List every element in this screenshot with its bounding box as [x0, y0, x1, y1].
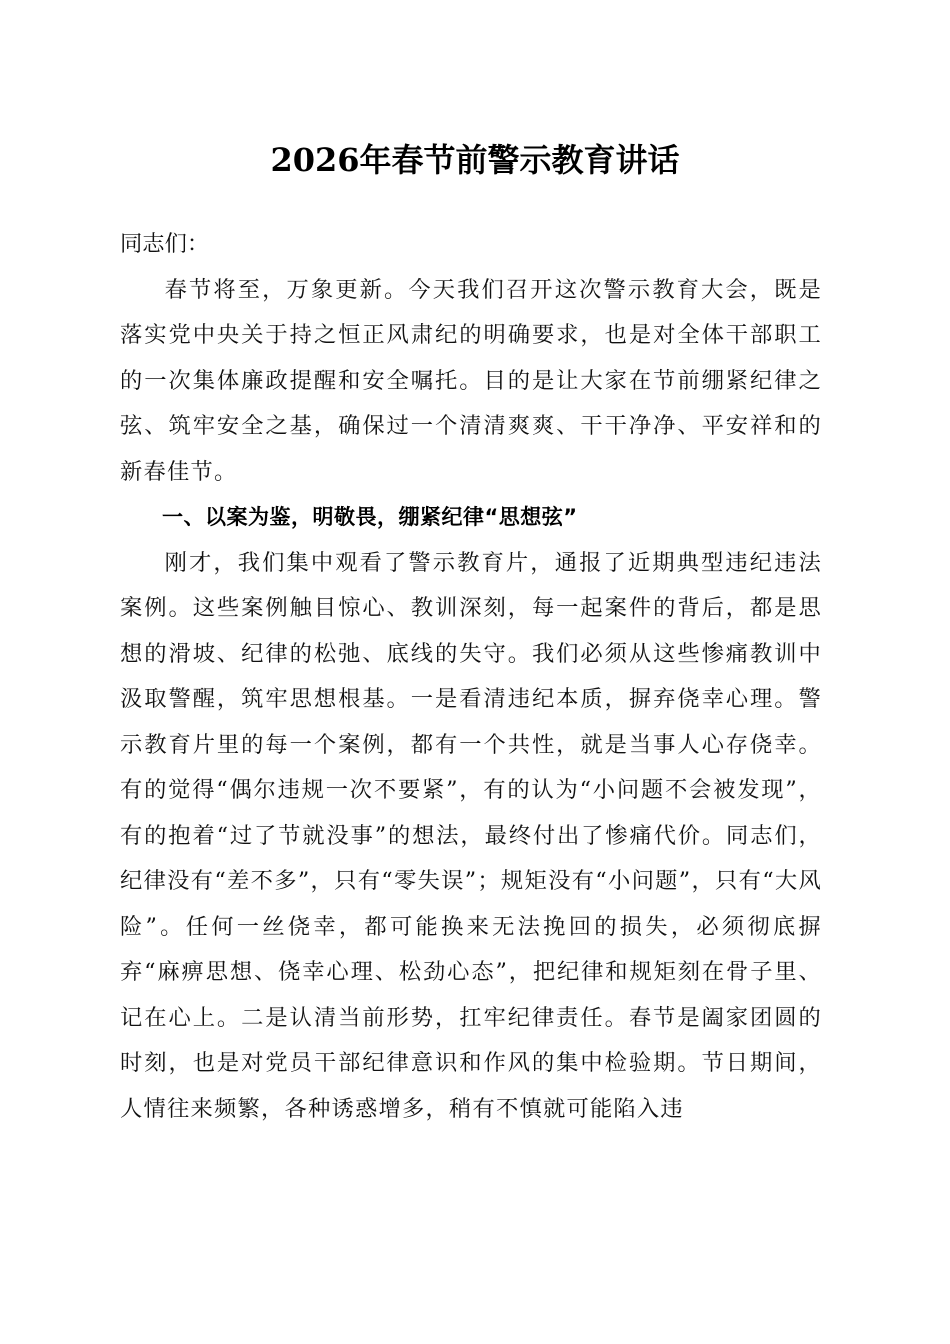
- intro-paragraph: 春节将至，万象更新。今天我们召开这次警示教育大会，既是落实党中央关于持之恒正风肃纪的明确要求，也是对全体干部职工的一次集体廉政提醒和安全嘱托。目的是让大家在节前绷紧纪律之弦、筑牢安全之基，确保过一个清清爽爽、干干净净、平安祥和的新春佳节。: [120, 276, 822, 485]
- document-title: 2026年春节前警示教育讲话: [270, 141, 680, 179]
- section-paragraph: 刚才，我们集中观看了警示教育片，通报了近期典型违纪违法案例。这些案例触目惊心、教训深刻，每一起案件的背后，都是思想的滑坡、纪律的松弛、底线的失守。我们必须从这些惨痛教训中汲取警醒，筑牢思想根基。一是看清违纪本质，摒弃侥幸心理。警示教育片里的每一个案例，都有一个共性，就是当事人心存侥幸。有的觉得“偶尔违规一次不要紧”，有的认为“小问题不会被发现”，有的抱着“过了节就没事”的想法，最终付出了惨痛代价。同志们，纪律没有“差不多”，只有“零失误”；规矩没有“小问题”，只有“大风险”。任何一丝侥幸，都可能换来无法挽回的损失，必须彻底摒弃“麻痹思想、侥幸心理、松劲心态”，把纪律和规矩刻在骨子里、记在心上。二是认清当前形势，扛牢纪律责任。春节是阖家团圆的时刻，也是对党员干部纪律意识和作风的集中检验期。节日期间，人情往来频繁，各种诱惑增多，稍有不慎就可能陷入违: [120, 549, 822, 1122]
- section-heading: 一、以案为鉴，明敬畏，绷紧纪律“思想弦”: [162, 505, 578, 529]
- salutation: 同志们：: [120, 231, 210, 257]
- document-body: [120, 222, 822, 1132]
